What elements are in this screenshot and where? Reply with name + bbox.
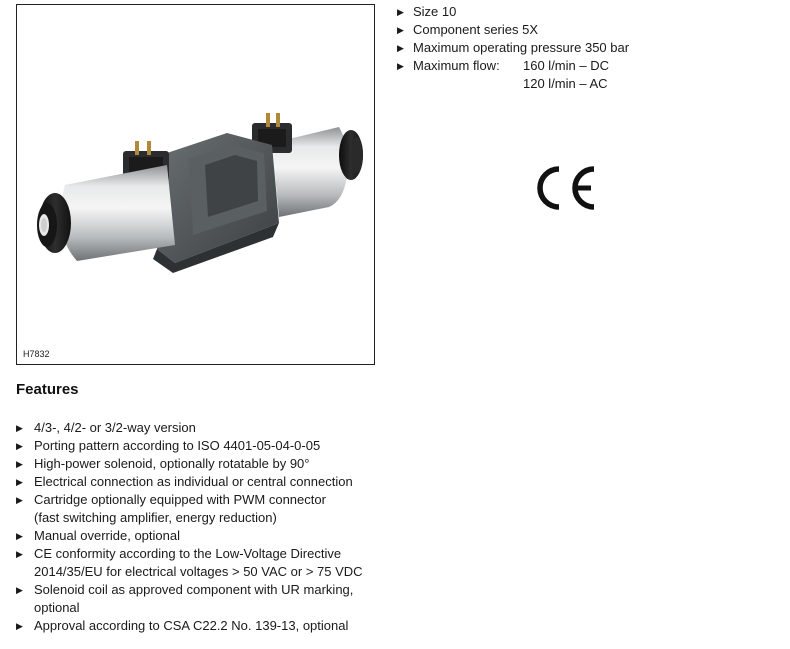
feature-text: Porting pattern according to ISO 4401-05-04-0-05 [34, 438, 321, 453]
feature-text: CE conformity according to the Low-Voltage Directive [34, 546, 342, 561]
spec-item [397, 3, 629, 21]
feature-text: Approval according to CSA C22.2 No. 139-13, optional [34, 618, 349, 633]
max-flow-dc: 160 l/min – DC [523, 58, 609, 73]
feature-item [16, 617, 363, 635]
max-flow-label: Maximum flow: [413, 58, 500, 73]
bullet-arrow-icon: ▶ [16, 423, 23, 433]
bullet-arrow-icon: ▶ [16, 531, 23, 541]
bullet-arrow-icon: ▶ [16, 441, 23, 451]
feature-list [16, 419, 363, 635]
ce-mark-logo [531, 165, 597, 211]
features-heading: Features [16, 381, 79, 398]
feature-text: Manual override, optional [34, 528, 180, 543]
valve-body [153, 133, 279, 273]
valve-illustration [17, 5, 374, 364]
bullet-arrow-icon: ▶ [16, 621, 23, 631]
product-figure [16, 4, 375, 365]
spec-item-max-flow [397, 57, 629, 75]
feature-text: 4/3-, 4/2- or 3/2-way version [34, 420, 196, 435]
bullet-arrow-icon: ▶ [397, 7, 404, 17]
feature-item [16, 491, 363, 527]
bullet-arrow-icon: ▶ [16, 477, 23, 487]
feature-text-continued: (fast switching amplifier, energy reduction) [34, 510, 277, 525]
feature-item [16, 545, 363, 581]
feature-item [16, 455, 363, 473]
spec-text: Component series 5X [413, 22, 539, 37]
figure-id-label: H7832 [23, 349, 50, 359]
feature-item [16, 581, 363, 617]
bullet-arrow-icon: ▶ [16, 459, 23, 469]
bullet-arrow-icon: ▶ [16, 585, 23, 595]
feature-text: Electrical connection as individual or central connection [34, 474, 353, 489]
spec-text: Maximum operating pressure 350 bar [413, 40, 630, 55]
feature-text: Solenoid coil as approved component with UR marking, [34, 582, 354, 597]
spec-item-max-flow-ac [397, 75, 629, 93]
feature-text-continued: optional [34, 600, 80, 615]
feature-text-continued: 2014/35/EU for electrical voltages > 50 VAC or > 75 VDC [34, 564, 363, 579]
feature-item [16, 527, 363, 545]
bullet-arrow-icon: ▶ [397, 43, 404, 53]
spec-text: Size 10 [413, 4, 457, 19]
bullet-arrow-icon: ▶ [16, 549, 23, 559]
spec-list [397, 3, 629, 93]
bullet-arrow-icon: ▶ [397, 61, 404, 71]
spec-item [397, 21, 629, 39]
bullet-arrow-icon: ▶ [397, 25, 404, 35]
left-solenoid [37, 165, 175, 261]
feature-item [16, 473, 363, 491]
feature-item [16, 419, 363, 437]
bullet-arrow-icon: ▶ [16, 495, 23, 505]
max-flow-ac: 120 l/min – AC [523, 76, 608, 91]
feature-text: High-power solenoid, optionally rotatable by 90° [34, 456, 310, 471]
feature-item [16, 437, 363, 455]
feature-text: Cartridge optionally equipped with PWM connector [34, 492, 326, 507]
spec-item [397, 39, 629, 57]
